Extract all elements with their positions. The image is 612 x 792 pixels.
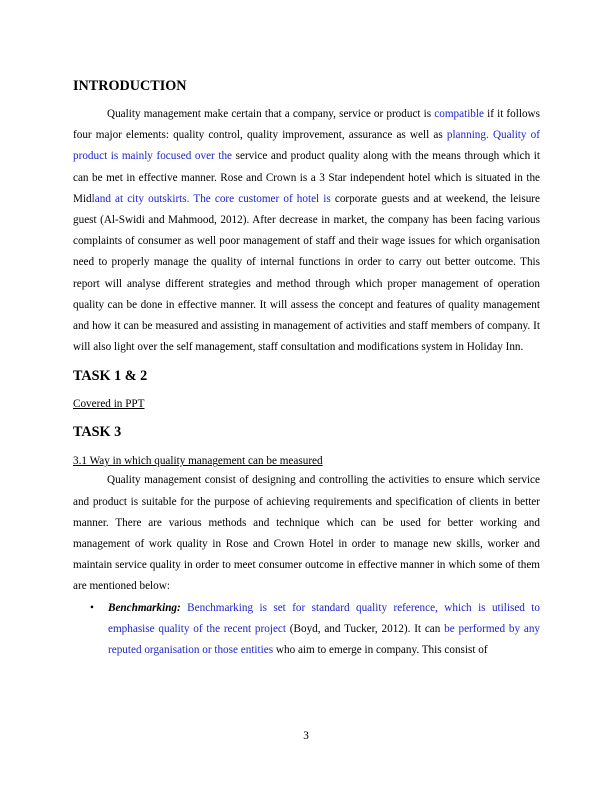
task-3-paragraph: Quality management consist of designing and controlling the activities to ensure which service and product is suitable for the purpose of achieving requirements and specification of clients in better manner. There are various methods and technique which can be used for better working and management of work quality in Rose and Crown Hotel in order to manage new skills, worker and maintain service quality in order to meet consumer outcome in effective manner in which some of them are mentioned below: <box>73 474 540 593</box>
benchmarking-text-1: (Boyd, and Tucker, 2012). It can <box>286 622 445 635</box>
benchmarking-text-2: who aim to emerge in company. This consist of <box>273 644 488 657</box>
intro-highlight-1: compatible <box>434 108 484 120</box>
intro-text-4: corporate guests and at weekend, the leisure guest (Al-Swidi and Mahmood, 2012). After decrease in market, the company has been facing various complaints of consumer as well poor management of staff and their wage issues for which organisation need to properly manage the quality of internal functions in order to carry out better outcome. This report will analyse different strategies and method through which proper management of operation quality can be done in effective manner. It will assess the concept and features of quality management and how it can be measured and assisting in management of activities and staff members of company. It will also light over the self management, staff consultation and modifications system in Holiday Inn. <box>73 192 541 354</box>
benchmarking-highlight-1: Benchmarking is set for standard quality reference, which is utilised to emphasise quality of the recent project <box>108 601 541 635</box>
intro-text-1: Quality management make certain that a company, service or product is <box>107 108 435 120</box>
benchmarking-text <box>108 598 540 662</box>
intro-text-3: service and product quality along with the means through which it can be met in effective manner. Rose and Crown is a 3 Star independent hotel which is situated in the Mid <box>73 150 541 205</box>
task-3-heading: TASK 3 <box>73 424 122 441</box>
page-number: 3 <box>303 730 309 742</box>
benchmarking-term: Benchmarking: <box>108 601 181 614</box>
task-1-2-heading: TASK 1 & 2 <box>73 368 148 385</box>
introduction-heading: INTRODUCTION <box>73 78 187 94</box>
intro-highlight-2: planning. Quality of product is mainly focused over the <box>73 129 540 163</box>
bullet-icon: • <box>90 601 94 614</box>
section-3-1-subheading: 3.1 Way in which quality management can be measured <box>73 455 323 468</box>
page-content <box>73 77 540 661</box>
introduction-paragraph <box>73 104 540 358</box>
covered-in-ppt-note: Covered in PPT <box>73 398 145 411</box>
benchmarking-highlight-2: be performed by any reputed organisation or those entities <box>108 622 541 657</box>
benchmarking-bullet <box>73 598 540 662</box>
intro-highlight-3: land at city outskirts. The core customer of hotel is <box>91 192 331 205</box>
intro-text-2: if it follows four major elements: quality control, quality improvement, assurance as well as <box>73 108 540 142</box>
